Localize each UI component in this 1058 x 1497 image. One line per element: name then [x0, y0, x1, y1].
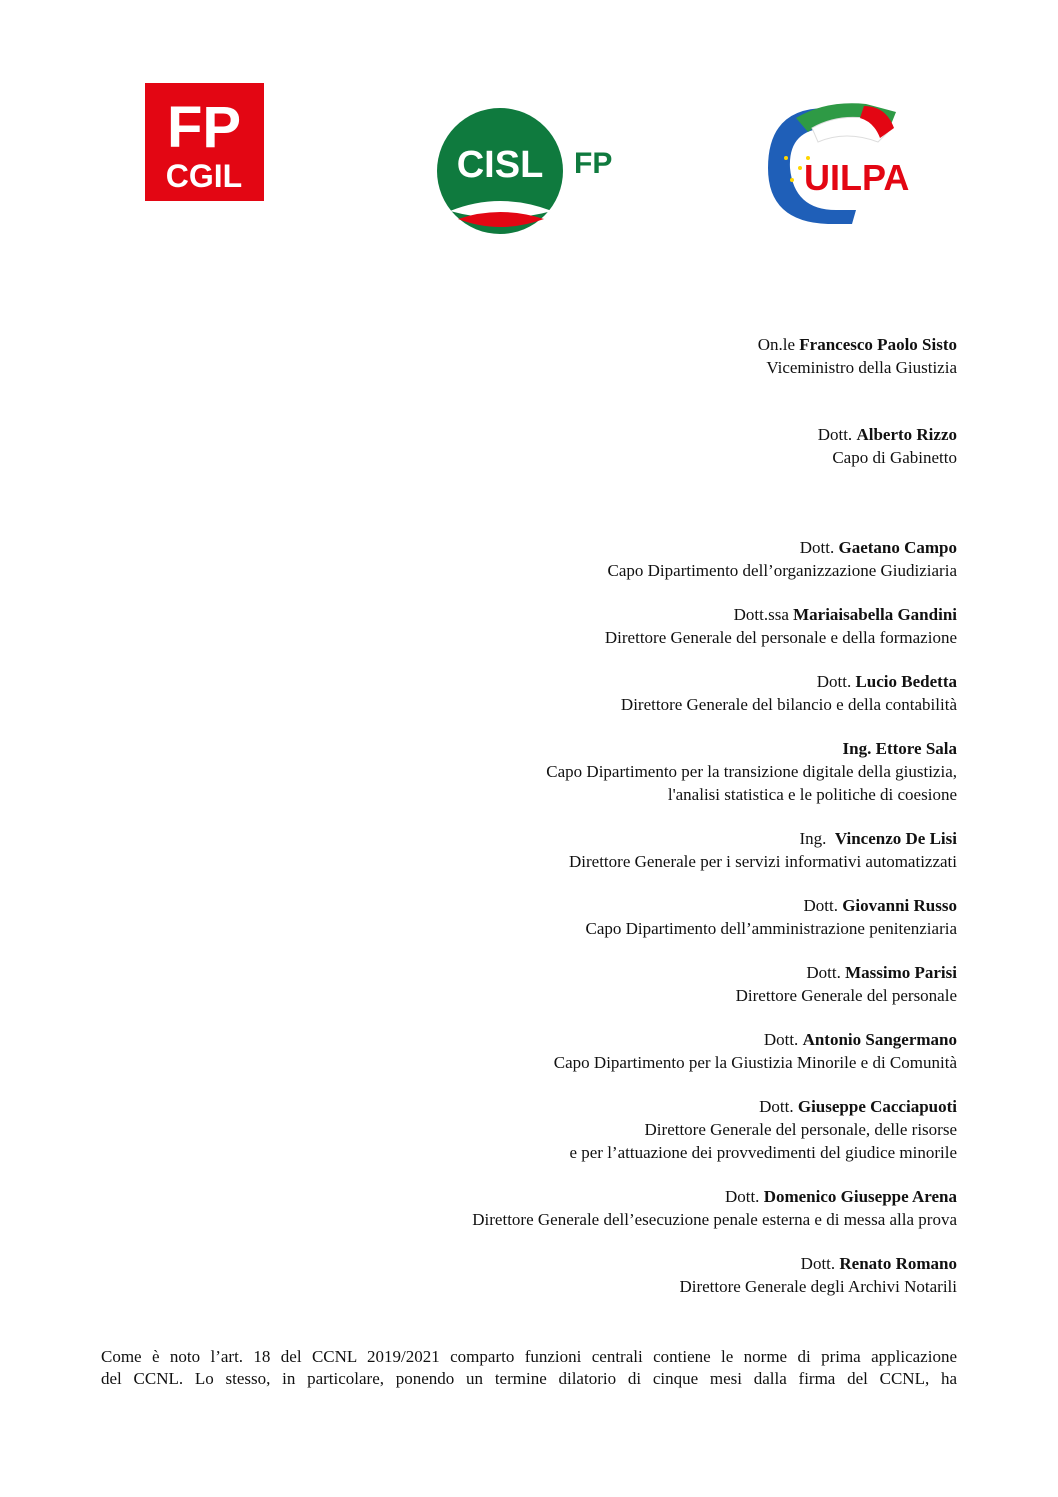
- recipient: [257, 603, 957, 649]
- recipient-title: Dott.: [800, 1254, 836, 1273]
- recipient-name: Vincenzo De Lisi: [834, 829, 957, 848]
- recipient-heading: [257, 894, 957, 917]
- recipient-heading: [257, 1095, 957, 1118]
- recipient-title: Dott.: [817, 425, 853, 444]
- uilpa-logo-star: [784, 156, 788, 160]
- recipient-role: Direttore Generale del personale e della formazione: [604, 628, 957, 647]
- uilpa-logo-text: UILPA: [804, 157, 910, 198]
- recipient-name: Massimo Parisi: [845, 963, 957, 982]
- recipients-list: [257, 333, 957, 1298]
- recipient: [257, 536, 957, 582]
- recipient: [257, 333, 957, 379]
- recipient: [257, 1028, 957, 1074]
- recipient-role: Capo di Gabinetto: [832, 448, 957, 467]
- recipient: [257, 827, 957, 873]
- recipient-heading: [257, 603, 957, 626]
- recipient-title: Dott.: [799, 538, 835, 557]
- recipient-heading: [257, 536, 957, 559]
- recipient-role: Capo Dipartimento dell’organizzazione Giudiziaria: [607, 561, 957, 580]
- recipient-name: Ettore Sala: [875, 739, 957, 758]
- recipient: [257, 961, 957, 1007]
- recipient-title: Dott.: [806, 963, 841, 982]
- uilpa-logo-star: [798, 166, 802, 170]
- uilpa-logo: [756, 98, 946, 226]
- recipient-role: Direttore Generale del personale, delle risorse: [644, 1120, 957, 1139]
- recipient-name: Giovanni Russo: [842, 896, 957, 915]
- recipient-name: Domenico Giuseppe Arena: [763, 1187, 957, 1206]
- recipient-title: On.le: [757, 335, 796, 354]
- recipient-role: e per l’attuazione dei provvedimenti del giudice minorile: [569, 1143, 957, 1162]
- cisl-fp-logo: [436, 107, 628, 235]
- recipient-name: Lucio Bedetta: [855, 672, 957, 691]
- recipient: [257, 1185, 957, 1231]
- recipient: [257, 670, 957, 716]
- recipient-role: Direttore Generale dell’esecuzione penale esterna e di messa alla prova: [472, 1210, 957, 1229]
- recipient-title: Dott.: [803, 896, 838, 915]
- recipient: [257, 1252, 957, 1298]
- recipient-name: Gaetano Campo: [838, 538, 957, 557]
- recipient-heading: [257, 737, 957, 760]
- recipient-heading: [257, 670, 957, 693]
- letter-body: [101, 1346, 957, 1390]
- fp-cgil-logo-fp-text: FP: [166, 95, 242, 160]
- recipient-name: Alberto Rizzo: [856, 425, 957, 444]
- recipient-title: Dott.: [763, 1030, 799, 1049]
- recipient-name: Renato Romano: [839, 1254, 957, 1273]
- recipient-heading: [257, 333, 957, 356]
- recipient-name: Antonio Sangermano: [802, 1030, 957, 1049]
- recipient-name: Francesco Paolo Sisto: [799, 335, 957, 354]
- recipient-title: Dott.ssa: [733, 605, 789, 624]
- cisl-fp-logo-graphic: [436, 107, 628, 235]
- recipient-heading: [257, 961, 957, 984]
- uilpa-logo-graphic: [756, 98, 946, 226]
- recipient-role: Direttore Generale per i servizi informativi automatizzati: [569, 852, 957, 871]
- recipient-role: Direttore Generale del personale: [735, 986, 957, 1005]
- letter-body-line: Come è noto l’art. 18 del CCNL 2019/2021 comparto funzioni centrali contiene le norme di prima applicazione: [101, 1347, 957, 1366]
- recipient-heading: [257, 423, 957, 446]
- recipient-role: Capo Dipartimento dell’amministrazione penitenziaria: [585, 919, 957, 938]
- recipient-role: Direttore Generale degli Archivi Notarili: [679, 1277, 957, 1296]
- uilpa-logo-star: [790, 178, 794, 182]
- fp-cgil-logo-cgil-text: CGIL: [165, 158, 243, 194]
- recipient-title: Ing.: [799, 829, 827, 848]
- recipient: [257, 1095, 957, 1164]
- fp-cgil-logo-graphic: [145, 83, 264, 201]
- recipient-heading: [257, 1028, 957, 1051]
- recipient-title: Dott.: [724, 1187, 760, 1206]
- recipient: [257, 423, 957, 469]
- recipient-role: Direttore Generale del bilancio e della contabilità: [620, 695, 957, 714]
- recipient-role: Viceministro della Giustizia: [766, 358, 957, 377]
- recipient-heading: [257, 1185, 957, 1208]
- recipient-role: Capo Dipartimento per la transizione digitale della giustizia,: [546, 762, 957, 781]
- recipient-name: Giuseppe Cacciapuoti: [797, 1097, 957, 1116]
- recipient: [257, 894, 957, 940]
- recipient-role: l'analisi statistica e le politiche di coesione: [667, 785, 957, 804]
- recipient-role: Capo Dipartimento per la Giustizia Minorile e di Comunità: [553, 1053, 957, 1072]
- cisl-logo-text: CISL: [456, 144, 544, 186]
- recipient-heading: [257, 1252, 957, 1275]
- fp-cgil-logo: [145, 83, 264, 201]
- cisl-logo-fp-text: FP: [574, 147, 613, 180]
- recipient-title: Dott.: [816, 672, 852, 691]
- recipient-name: Mariaisabella Gandini: [793, 605, 957, 624]
- recipient-title: Dott.: [759, 1097, 794, 1116]
- letter-body-line: del CCNL. Lo stesso, in particolare, ponendo un termine dilatorio di cinque mesi dalla firma del CCNL, ha: [101, 1369, 957, 1388]
- recipient-heading: [257, 827, 957, 850]
- recipient: [257, 737, 957, 806]
- recipient-title: Ing.: [842, 739, 872, 758]
